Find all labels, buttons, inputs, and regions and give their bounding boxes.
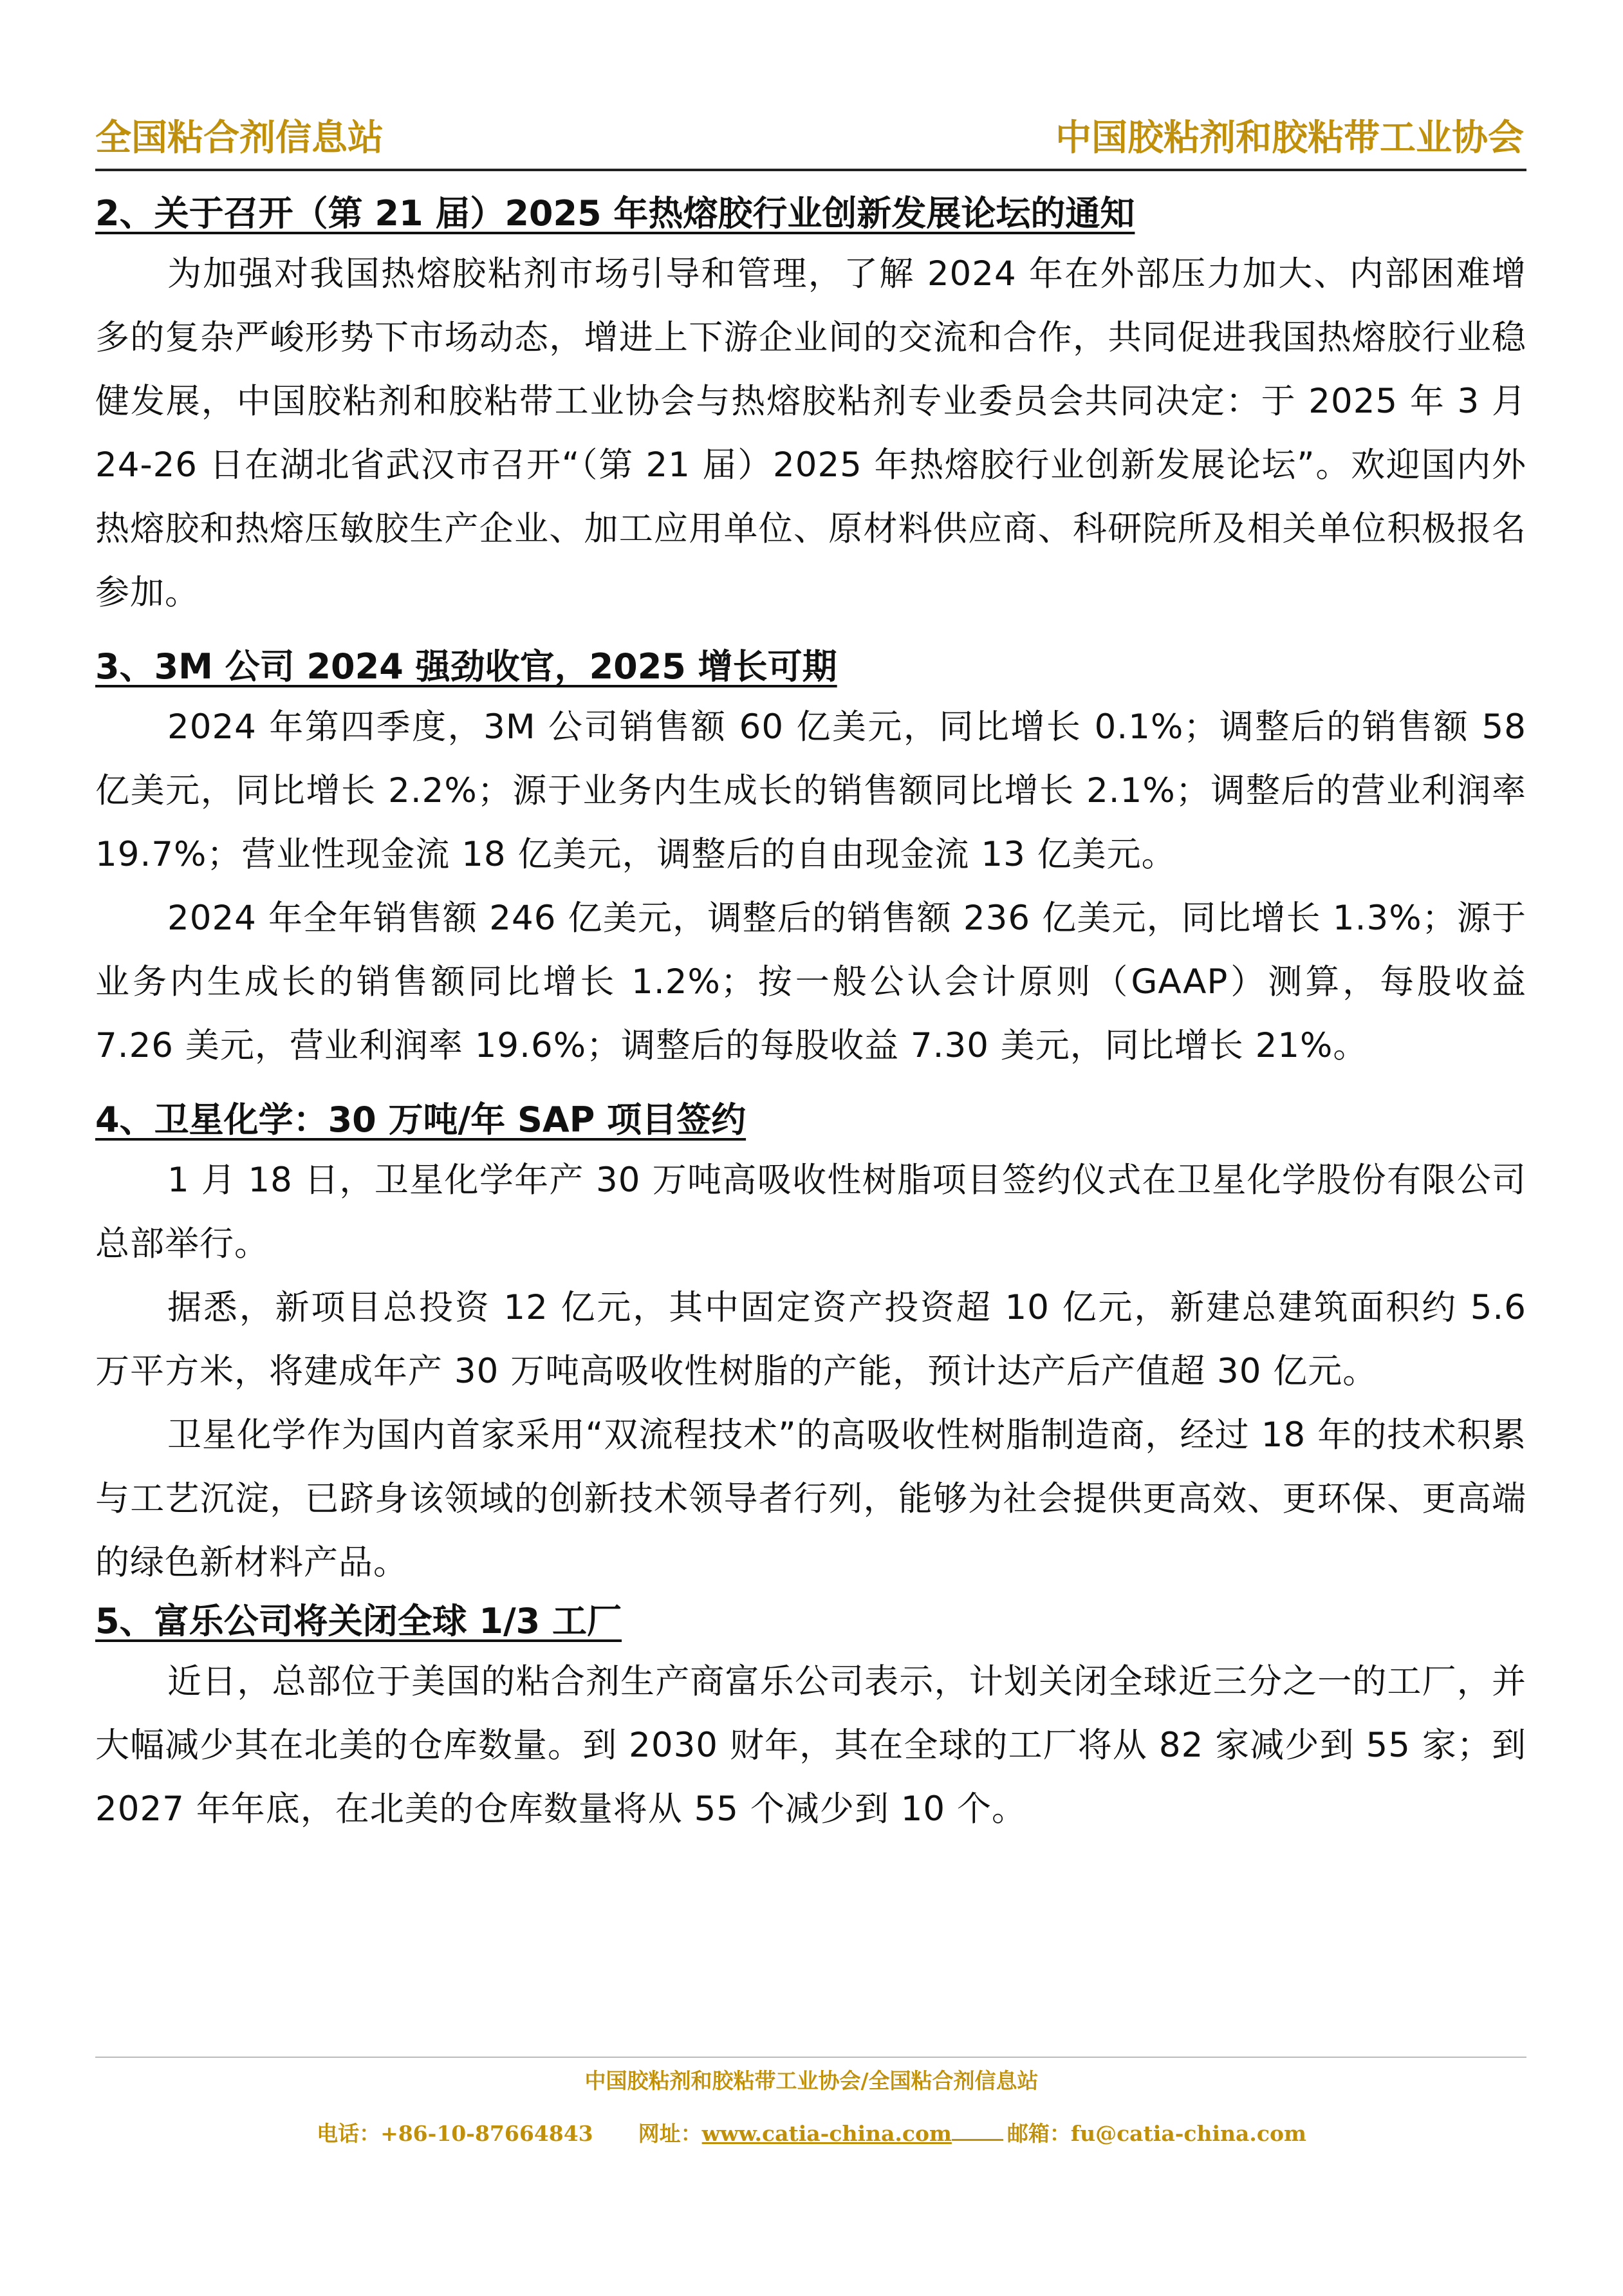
section-title: 2、关于召开（第 21 届）2025 年热熔胶行业创新发展论坛的通知 [95, 193, 1135, 234]
section-title: 4、卫星化学：30 万吨/年 SAP 项目签约 [95, 1099, 747, 1140]
header-site-name: 全国粘合剂信息站 [95, 117, 384, 159]
footer-org: 中国胶粘剂和胶粘带工业协会/全国粘合剂信息站 [584, 2068, 1039, 2093]
footer-email-link[interactable]: fu@catia-china.com [1070, 2121, 1306, 2146]
footer-website-link[interactable]: www.catia-china.com [701, 2121, 952, 2146]
paragraph: 1 月 18 日，卫星化学年产 30 万吨高吸收性树脂项目签约仪式在卫星化学股份有限公司总部举行。 [95, 1161, 1526, 1264]
footer-divider [95, 2057, 1526, 2058]
footer-web-label: 网址： [638, 2121, 702, 2146]
section-title: 5、富乐公司将关闭全球 1/3 工厂 [95, 1601, 622, 1641]
paragraph: 2024 年全年销售额 246 亿美元，调整后的销售额 236 亿美元，同比增长 1.3%；源于业务内生成长的销售额同比增长 1.2%；按一般公认会计原则（GAAP）测算，每股收益 7.26 美元，营业利润率 19.6%；调整后的每股收益 7.30 美元，同比增长 21%。 [95, 899, 1526, 1065]
article-body [95, 187, 1526, 1841]
paragraph: 2024 年第四季度，3M 公司销售额 60 亿美元，同比增长 0.1%；调整后的销售额 58 亿美元，同比增长 2.2%；源于业务内生成长的销售额同比增长 2.1%；调整后的营业利润率 19.7%；营业性现金流 18 亿美元，调整后的自由现金流 13 亿美元。 [95, 707, 1526, 874]
footer-phone: +86-10-87664843 [380, 2121, 593, 2146]
footer-phone-label: 电话： [317, 2121, 381, 2146]
paragraph: 近日，总部位于美国的粘合剂生产商富乐公司表示，计划关闭全球近三分之一的工厂，并大幅减少其在北美的仓库数量。到 2030 财年，其在全球的工厂将从 82 家减少到 55 家；到 2027 年年底，在北美的仓库数量将从 55 个减少到 10 个。 [95, 1662, 1526, 1829]
paragraph: 为加强对我国热熔胶粘剂市场引导和管理，了解 2024 年在外部压力加大、内部困难增多的复杂严峻形势下市场动态，增进上下游企业间的交流和合作，共同促进我国热熔胶行业稳健发展，中国胶粘剂和胶粘带工业协会与热熔胶粘剂专业委员会共同决定：于 2025 年 3 月 24-26 日在湖北省武汉市召开“（第 21 届）2025 年热熔胶行业创新发展论坛”。欢迎国内外热熔胶和热熔压敏胶生产企业、加工应用单位、原材料供应商、科研院所及相关单位积极报名参加。 [95, 254, 1526, 612]
footer-email-label: 邮箱： [1006, 2121, 1071, 2146]
paragraph: 卫星化学作为国内首家采用“双流程技术”的高吸收性树脂制造商，经过 18 年的技术积累与工艺沉淀，已跻身该领域的创新技术领导者行列，能够为社会提供更高效、更环保、更高端的绿色新材料产品。 [95, 1415, 1526, 1582]
header-divider [95, 169, 1526, 171]
header-association-name: 中国胶粘剂和胶粘带工业协会 [1055, 117, 1524, 159]
footer-contact [0, 2118, 1623, 2150]
section-title: 3、3M 公司 2024 强劲收官，2025 增长可期 [95, 646, 837, 687]
page-header [95, 113, 1524, 164]
paragraph: 据悉，新项目总投资 12 亿元，其中固定资产投资超 10 亿元，新建总建筑面积约 5.6 万平方米，将建成年产 30 万吨高吸收性树脂的产能，预计达产后产值超 30 亿元。 [95, 1288, 1526, 1391]
